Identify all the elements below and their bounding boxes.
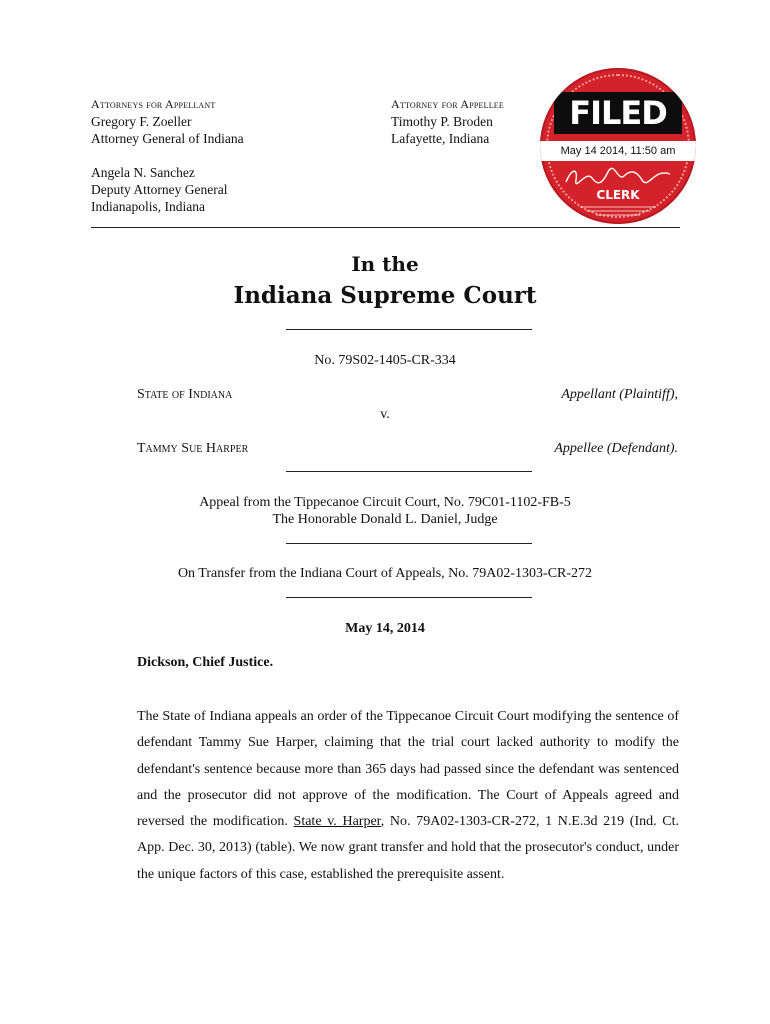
opinion-text: The State of Indiana appeals an order of the Tippecanoe Circuit Court modifying the sentence of defendant Tammy Sue Harper, claiming that the trial court lacked authority to modify the defendant's sentence because more than 365 days had passed since the defendant was sentenced and the prosecutor did not approve of the modification. The Court of Appeals agreed and reversed the modification. (137, 709, 679, 830)
seal-filed-label: FILED (554, 92, 682, 134)
header-divider (91, 227, 680, 228)
decision-date: May 14, 2014 (345, 621, 425, 636)
divider (286, 543, 532, 544)
party-appellee-role: Appellee (Defendant). (554, 441, 678, 456)
opinion-author: Dickson, Chief Justice. (137, 655, 274, 670)
seal-fine-print-icon (570, 204, 666, 218)
filed-stamp (540, 68, 696, 224)
trial-judge: The Honorable Donald L. Daniel, Judge (272, 512, 498, 527)
attorney-title: Attorney General of Indiana (91, 131, 244, 146)
court-title-line2: Indiana Supreme Court (233, 282, 537, 309)
seal-datetime: May 14 2014, 11:50 am (540, 141, 696, 161)
clerk-signature-icon (562, 164, 674, 188)
case-citation: State v. Harper (293, 814, 381, 830)
appellee-attorney (391, 96, 504, 147)
party-appellant: State of Indiana (137, 387, 233, 402)
attorney-name: Timothy P. Broden (391, 114, 493, 129)
appeal-from: Appeal from the Tippecanoe Circuit Court, No. 79C01-1102-FB-5 (199, 495, 571, 510)
appellant-attorneys (91, 96, 244, 215)
attorney-name: Gregory F. Zoeller (91, 114, 192, 129)
divider (286, 597, 532, 598)
party-appellee: Tammy Sue Harper (137, 441, 249, 456)
transfer-note: On Transfer from the Indiana Court of Appeals, No. 79A02-1303-CR-272 (177, 566, 593, 581)
attorney-location: Indianapolis, Indiana (91, 199, 205, 214)
case-number: No. 79S02-1405-CR-334 (314, 353, 456, 368)
party-appellant-role: Appellant (Plaintiff), (561, 387, 678, 402)
seal-clerk-label: CLERK (596, 188, 640, 202)
appellee-attorney-heading: Attorney for Appellee (391, 97, 504, 111)
court-title-line1: In the (351, 252, 419, 276)
appellant-attorneys-heading: Attorneys for Appellant (91, 97, 216, 111)
attorney-title: Deputy Attorney General (91, 182, 228, 197)
attorney-location: Lafayette, Indiana (391, 131, 490, 146)
versus: v. (380, 407, 390, 422)
divider (286, 329, 532, 330)
attorney-name: Angela N. Sanchez (91, 165, 195, 180)
opinion-paragraph (137, 704, 679, 888)
divider (286, 471, 532, 472)
opinion-text: , No. 79A02-1303-CR-272, 1 N.E.3d 219 (Ind. Ct. App. Dec. 30, 2013) (table). We now grant transfer and hold that the prosecutor's conduct, under the unique factors of this case, established the prerequisite assent. (137, 814, 679, 882)
